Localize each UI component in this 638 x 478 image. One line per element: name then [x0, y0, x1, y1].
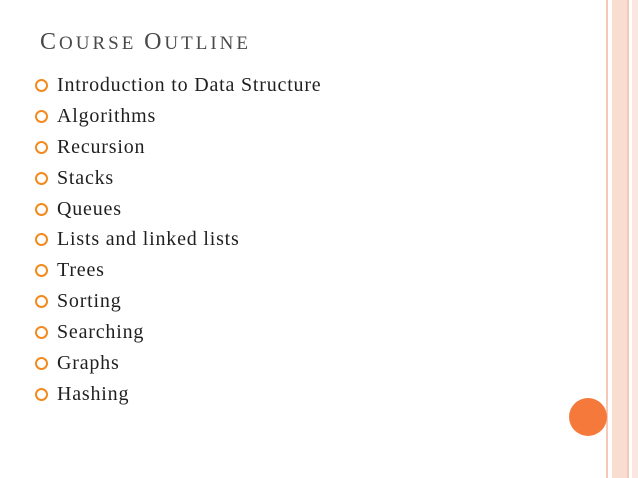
bullet-item — [35, 379, 322, 410]
ring-bullet-icon — [35, 357, 48, 370]
bullet-text: Algorithms — [57, 104, 157, 127]
ring-bullet-icon — [35, 295, 48, 308]
border-stripe — [632, 0, 638, 478]
border-stripe — [612, 0, 627, 478]
bullet-text: Queues — [57, 197, 122, 220]
bullet-item — [35, 286, 322, 317]
ring-bullet-icon — [35, 388, 48, 401]
bullet-text: Introduction to Data Structure — [57, 73, 322, 96]
bullet-text: Searching — [57, 321, 145, 344]
bullet-item — [35, 348, 322, 379]
border-stripe — [606, 0, 608, 478]
bullet-text: Hashing — [57, 382, 130, 405]
bullet-text: Lists and linked lists — [57, 228, 240, 251]
ring-bullet-icon — [35, 326, 48, 339]
border-stripe — [627, 0, 629, 478]
bullet-text: Trees — [57, 259, 105, 282]
bullet-text: Recursion — [57, 135, 146, 158]
ring-bullet-icon — [35, 203, 48, 216]
bullet-item — [35, 194, 322, 225]
slide-title: COURSE OUTLINE — [40, 29, 251, 55]
ring-bullet-icon — [35, 172, 48, 185]
accent-circle — [569, 398, 607, 436]
ring-bullet-icon — [35, 110, 48, 123]
bullet-item — [35, 224, 322, 255]
bullet-text: Graphs — [57, 351, 120, 374]
bullet-item — [35, 70, 322, 101]
bullet-item — [35, 255, 322, 286]
bullet-item — [35, 132, 322, 163]
ring-bullet-icon — [35, 233, 48, 246]
bullet-list — [35, 70, 322, 410]
ring-bullet-icon — [35, 141, 48, 154]
ring-bullet-icon — [35, 79, 48, 92]
bullet-item — [35, 163, 322, 194]
bullet-item — [35, 101, 322, 132]
bullet-item — [35, 317, 322, 348]
bullet-text: Stacks — [57, 166, 115, 189]
bullet-text: Sorting — [57, 290, 122, 313]
ring-bullet-icon — [35, 264, 48, 277]
